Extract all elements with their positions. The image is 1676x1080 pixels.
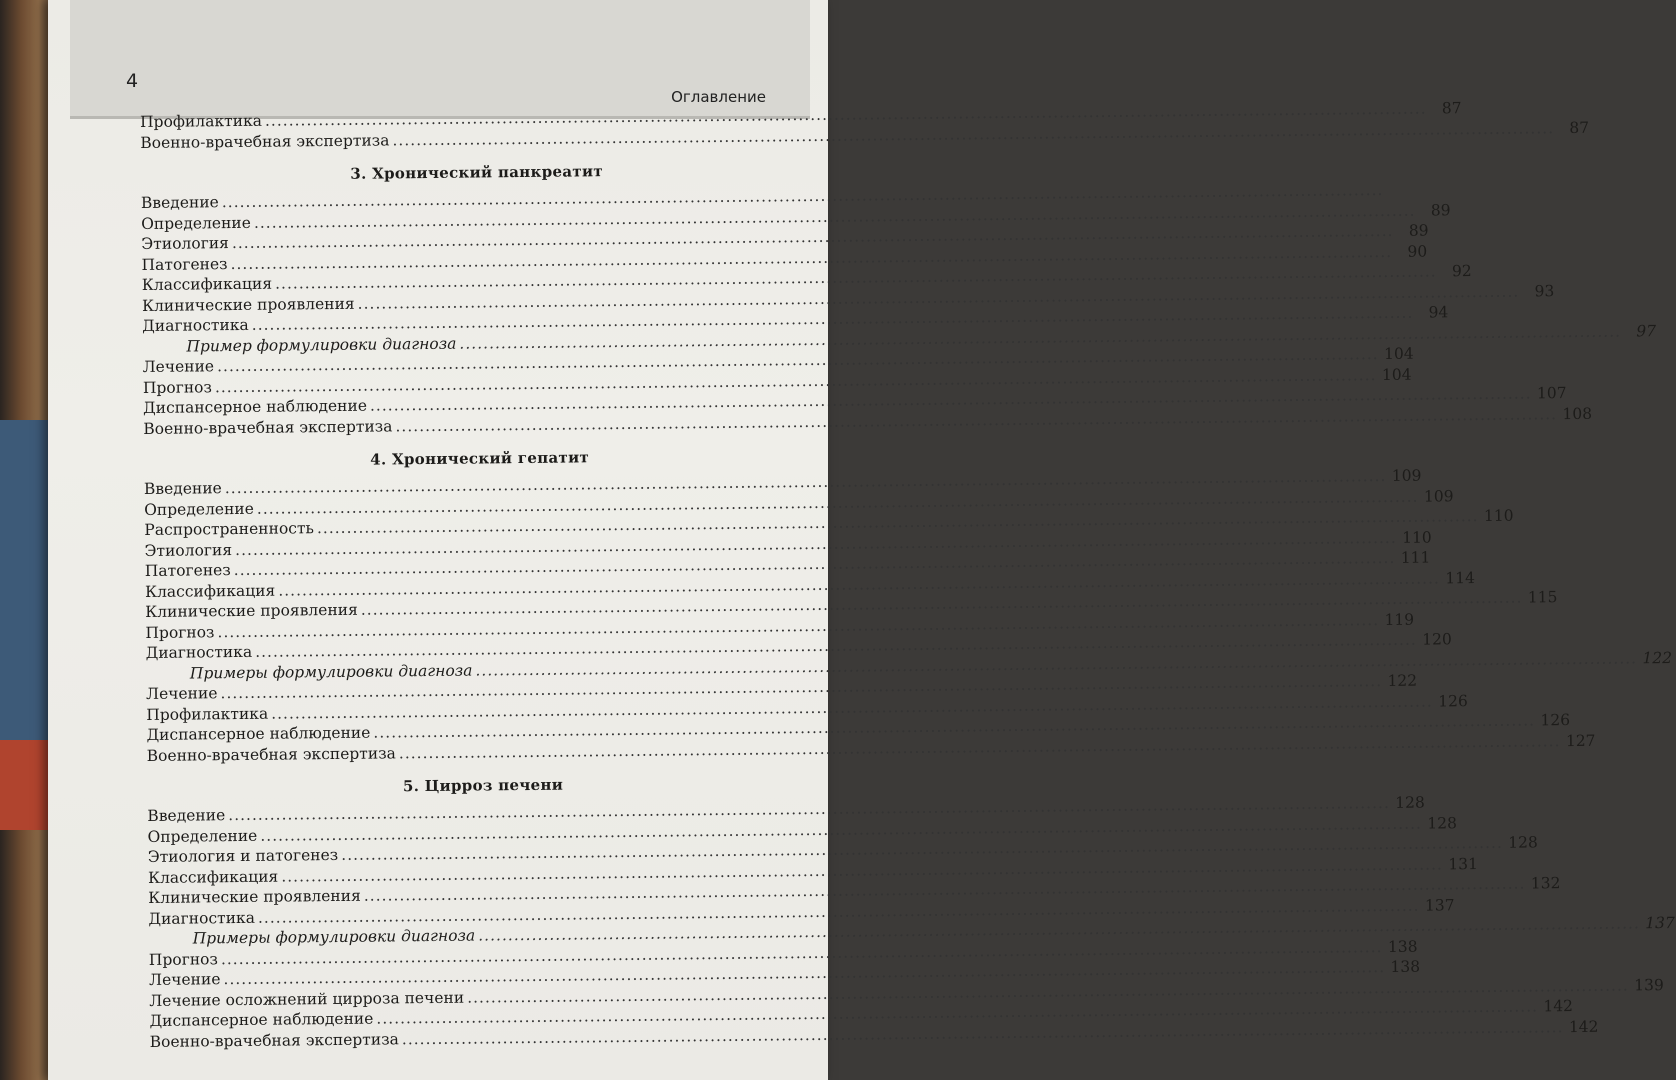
toc-entry-title: Прогноз xyxy=(145,622,215,642)
toc-entry-title: Примеры формулировки диагноза xyxy=(189,661,473,683)
toc-entry-title: Диагностика xyxy=(148,908,256,928)
toc-entry-page: 104 xyxy=(1381,365,1412,384)
toc-entry-page: 107 xyxy=(1536,384,1567,403)
toc-entry-page: 128 xyxy=(1427,813,1458,833)
toc-entry-page: 110 xyxy=(1483,506,1514,525)
toc-entry-title: Пример формулировки диагноза xyxy=(186,334,457,356)
toc-entry-page: 138 xyxy=(1387,937,1418,956)
section-title: 5. Цирроз печени xyxy=(402,775,564,796)
toc-entry-title: Диспансерное наблюдение xyxy=(149,1009,374,1030)
toc-entry-page: 132 xyxy=(1530,874,1561,893)
section-title: 4. Хронический гепатит xyxy=(370,448,590,469)
toc-entry-page: 128 xyxy=(1395,793,1425,812)
toc-entry-title: Этиология xyxy=(141,234,229,253)
toc-entry-page: 89 xyxy=(1408,221,1429,240)
toc-entry-page: 109 xyxy=(1391,466,1422,485)
running-head: Оглавление xyxy=(671,88,766,106)
toc-entry-title: Клинические проявления xyxy=(148,886,361,907)
page-number: 4 xyxy=(126,70,139,92)
toc-entry-title: Профилактика xyxy=(140,111,263,131)
toc-entry-page: 87 xyxy=(1441,99,1462,118)
toc-entry-title: Диспансерное наблюдение xyxy=(146,723,371,744)
toc-entry-title: Классификация xyxy=(141,274,273,294)
toc-entry-page: 110 xyxy=(1402,527,1432,547)
toc-entry-title: Классификация xyxy=(144,581,276,601)
toc-entry-page: 138 xyxy=(1390,957,1421,976)
toc-entry-title: Этиология xyxy=(144,540,233,560)
toc-entry-page: 92 xyxy=(1451,262,1472,281)
toc-entry-page: 97 xyxy=(1636,321,1657,340)
toc-entry-page: 137 xyxy=(1645,913,1675,933)
toc-entry-page: 131 xyxy=(1448,854,1478,873)
book-page xyxy=(48,0,1675,1080)
toc-entry-page: 122 xyxy=(1642,648,1673,667)
toc-entry-title: Военно-врачебная экспертиза xyxy=(146,743,396,765)
toc-entry-title: Классификация xyxy=(147,867,279,887)
toc-entry-title: Определение xyxy=(147,826,258,846)
toc-entry-page: 87 xyxy=(1569,118,1590,137)
section-title: 3. Хронический панкреатит xyxy=(350,162,604,183)
toc-entry-page: 108 xyxy=(1562,404,1593,423)
toc-entry-page: 137 xyxy=(1424,895,1455,915)
toc-entry-page: 109 xyxy=(1423,486,1454,506)
toc-entry-title: Военно-врачебная экспертиза xyxy=(149,1029,399,1051)
toc-entry-title: Введение xyxy=(147,806,226,825)
toc-entry-title: Прогноз xyxy=(142,377,212,397)
toc-entry-title: Клинические проявления xyxy=(145,600,358,621)
toc-entry-page: 126 xyxy=(1540,711,1571,730)
toc-entry-page: 142 xyxy=(1543,997,1574,1016)
toc-entry-page: 89 xyxy=(1430,200,1451,219)
toc-entry-title: Лечение xyxy=(142,357,215,376)
toc-entry-page: 104 xyxy=(1383,344,1414,363)
toc-entry-page: 139 xyxy=(1634,975,1664,994)
toc-entry-page: 111 xyxy=(1400,548,1431,567)
toc-entry-page: 115 xyxy=(1527,588,1558,607)
toc-entry-title: Профилактика xyxy=(146,704,269,724)
toc-entry-title: Диспансерное наблюдение xyxy=(143,396,368,417)
toc-entry-page: 120 xyxy=(1422,630,1452,649)
toc-entry-title: Клинические проявления xyxy=(141,294,355,315)
toc-entry-page: 114 xyxy=(1445,568,1475,587)
toc-entry-title: Распространенность xyxy=(144,519,315,539)
toc-entry-title: Лечение xyxy=(146,684,218,703)
toc-entry-title: Введение xyxy=(143,479,222,498)
toc-entry-page: 142 xyxy=(1568,1017,1599,1036)
toc-entry-page: 93 xyxy=(1534,281,1555,300)
toc-entry-title: Военно-врачебная экспертиза xyxy=(143,416,393,438)
toc-entry-title: Прогноз xyxy=(148,949,218,969)
toc-entry-page: 94 xyxy=(1428,303,1449,322)
toc-entry-title: Примеры формулировки диагноза xyxy=(192,926,476,948)
toc-entry-page: 128 xyxy=(1508,833,1538,852)
toc-entry-title: Лечение осложнений цирроза печени xyxy=(149,988,465,1010)
toc-entry-page: 119 xyxy=(1384,610,1415,629)
toc-entry-title: Патогенез xyxy=(144,561,231,580)
toc-entry-page: 122 xyxy=(1387,671,1418,690)
toc-entry-title: Определение xyxy=(144,499,254,519)
table-of-contents xyxy=(140,99,1675,1052)
toc-entry-title: Лечение xyxy=(148,970,221,989)
toc-entry-title: Введение xyxy=(140,193,219,212)
toc-entry-page: 126 xyxy=(1438,691,1468,710)
toc-entry-title: Определение xyxy=(141,213,251,233)
toc-entry-page: 90 xyxy=(1407,242,1428,261)
toc-entry-title: Этиология и патогенез xyxy=(147,845,339,866)
toc-entry-title: Диагностика xyxy=(142,315,249,335)
toc-entry-title: Патогенез xyxy=(141,254,228,274)
toc-entry-title: Диагностика xyxy=(145,642,253,662)
toc-entry-page: 127 xyxy=(1565,731,1596,750)
toc-entry-title: Военно-врачебная экспертиза xyxy=(140,130,390,152)
